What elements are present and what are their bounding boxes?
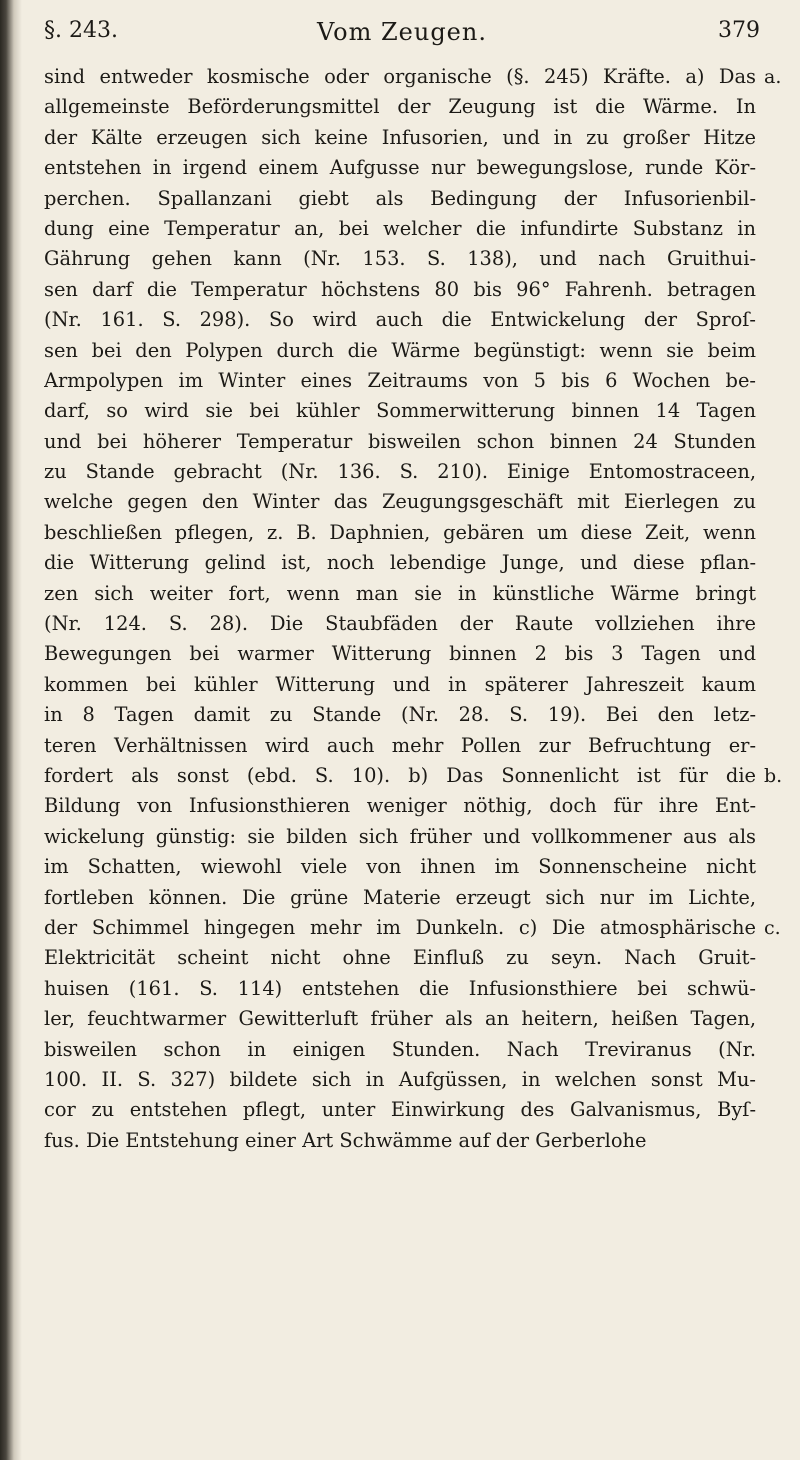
page-number: 379 xyxy=(718,18,760,43)
text-line: Bildung von Infusionsthieren weniger nöthig, doch für ihre Ent- xyxy=(44,794,756,818)
section-number: §. 243. xyxy=(44,18,118,43)
text-line: zu Stande gebracht (Nr. 136. S. 210). Einige Entomostraceen, xyxy=(44,460,756,484)
text-line: cor zu entstehen pflegt, unter Einwirkung des Galvanismus, Byſ- xyxy=(44,1098,756,1122)
text-line: dung eine Temperatur an, bei welcher die infundirte Substanz in xyxy=(44,216,756,240)
text-line: Elektricität scheint nicht ohne Einfluß zu seyn. Nach Gruit- xyxy=(44,946,756,970)
text-line: im Schatten, wiewohl viele von ihnen im Sonnenscheine nicht xyxy=(44,855,756,879)
text-line: zen sich weiter fort, wenn man sie in künstliche Wärme bringt xyxy=(44,581,756,605)
text-line: teren Verhältnissen wird auch mehr Pollen zur Befruchtung er- xyxy=(44,733,756,757)
running-title: Vom Zeugen. xyxy=(317,18,487,46)
text-line: kommen bei kühler Witterung und in späterer Jahreszeit kaum xyxy=(44,672,756,696)
text-line: der Schimmel hingegen mehr im Dunkeln. c) Die atmosphärische xyxy=(44,915,756,939)
text-line: und bei höherer Temperatur bisweilen schon binnen 24 Stunden xyxy=(44,429,756,453)
text-line: (Nr. 161. S. 298). So wird auch die Entwickelung der Sproſ- xyxy=(44,308,756,332)
text-line: perchen. Spallanzani giebt als Bedingung der Infusorienbil- xyxy=(44,186,756,210)
text-line: ler, feuchtwarmer Gewitterluft früher als an heitern, heißen Tagen, xyxy=(44,1007,756,1031)
running-header xyxy=(44,18,760,50)
text-line: fus. Die Entstehung einer Art Schwämme auf der Gerberlohe xyxy=(44,1128,647,1152)
body-text xyxy=(44,62,756,1156)
text-line: Bewegungen bei warmer Witterung binnen 2 bis 3 Tagen und xyxy=(44,642,756,666)
margin-mark: b. xyxy=(764,765,783,788)
margin-mark: a. xyxy=(764,66,782,88)
text-line: sind entweder kosmische oder organische (§. 245) Kräfte. a) Das xyxy=(44,65,756,88)
text-line: Armpolypen im Winter eines Zeitraums von 5 bis 6 Wochen be- xyxy=(44,368,756,392)
text-line: bisweilen schon in einigen Stunden. Nach Treviranus (Nr. xyxy=(44,1037,756,1061)
text-line: beschließen pflegen, z. B. Daphnien, gebären um diese Zeit, wenn xyxy=(44,520,756,544)
text-line: entstehen in irgend einem Aufgusse nur bewegungslose, runde Kör- xyxy=(44,156,756,180)
text-line: (Nr. 124. S. 28). Die Staubfäden der Raute vollziehen ihre xyxy=(44,612,756,636)
text-line: huisen (161. S. 114) entstehen die Infusionsthiere bei schwü- xyxy=(44,976,756,1000)
text-line: fortleben können. Die grüne Materie erzeugt sich nur im Lichte, xyxy=(44,885,756,909)
text-line: darf, so wird sie bei kühler Sommerwitterung binnen 14 Tagen xyxy=(44,399,756,423)
text-line: Gährung gehen kann (Nr. 153. S. 138), und nach Gruithui- xyxy=(44,247,756,271)
text-line: wickelung günstig: sie bilden sich früher und vollkommener aus als xyxy=(44,824,756,848)
book-spine-shadow xyxy=(0,0,22,1460)
text-line: sen bei den Polypen durch die Wärme begünstigt: wenn sie beim xyxy=(44,338,756,362)
text-line: allgemeinste Beförderungsmittel der Zeugung ist die Wärme. In xyxy=(44,95,756,119)
text-line: welche gegen den Winter das Zeugungsgeschäft mit Eierlegen zu xyxy=(44,490,756,514)
text-line: der Kälte erzeugen sich keine Infusorien, und in zu großer Hitze xyxy=(44,125,756,149)
text-line: 100. II. S. 327) bildete sich in Aufgüssen, in welchen sonst Mu- xyxy=(44,1067,756,1091)
text-line: sen darf die Temperatur höchstens 80 bis 96° Fahrenh. betragen xyxy=(44,277,756,301)
margin-mark: c. xyxy=(764,917,781,940)
text-line: fordert als sonst (ebd. S. 10). b) Das Sonnenlicht ist für die xyxy=(44,763,756,787)
text-line: in 8 Tagen damit zu Stande (Nr. 28. S. 19). Bei den letz- xyxy=(44,703,756,727)
text-line: die Witterung gelind ist, noch lebendige Junge, und diese pflan- xyxy=(44,551,756,575)
